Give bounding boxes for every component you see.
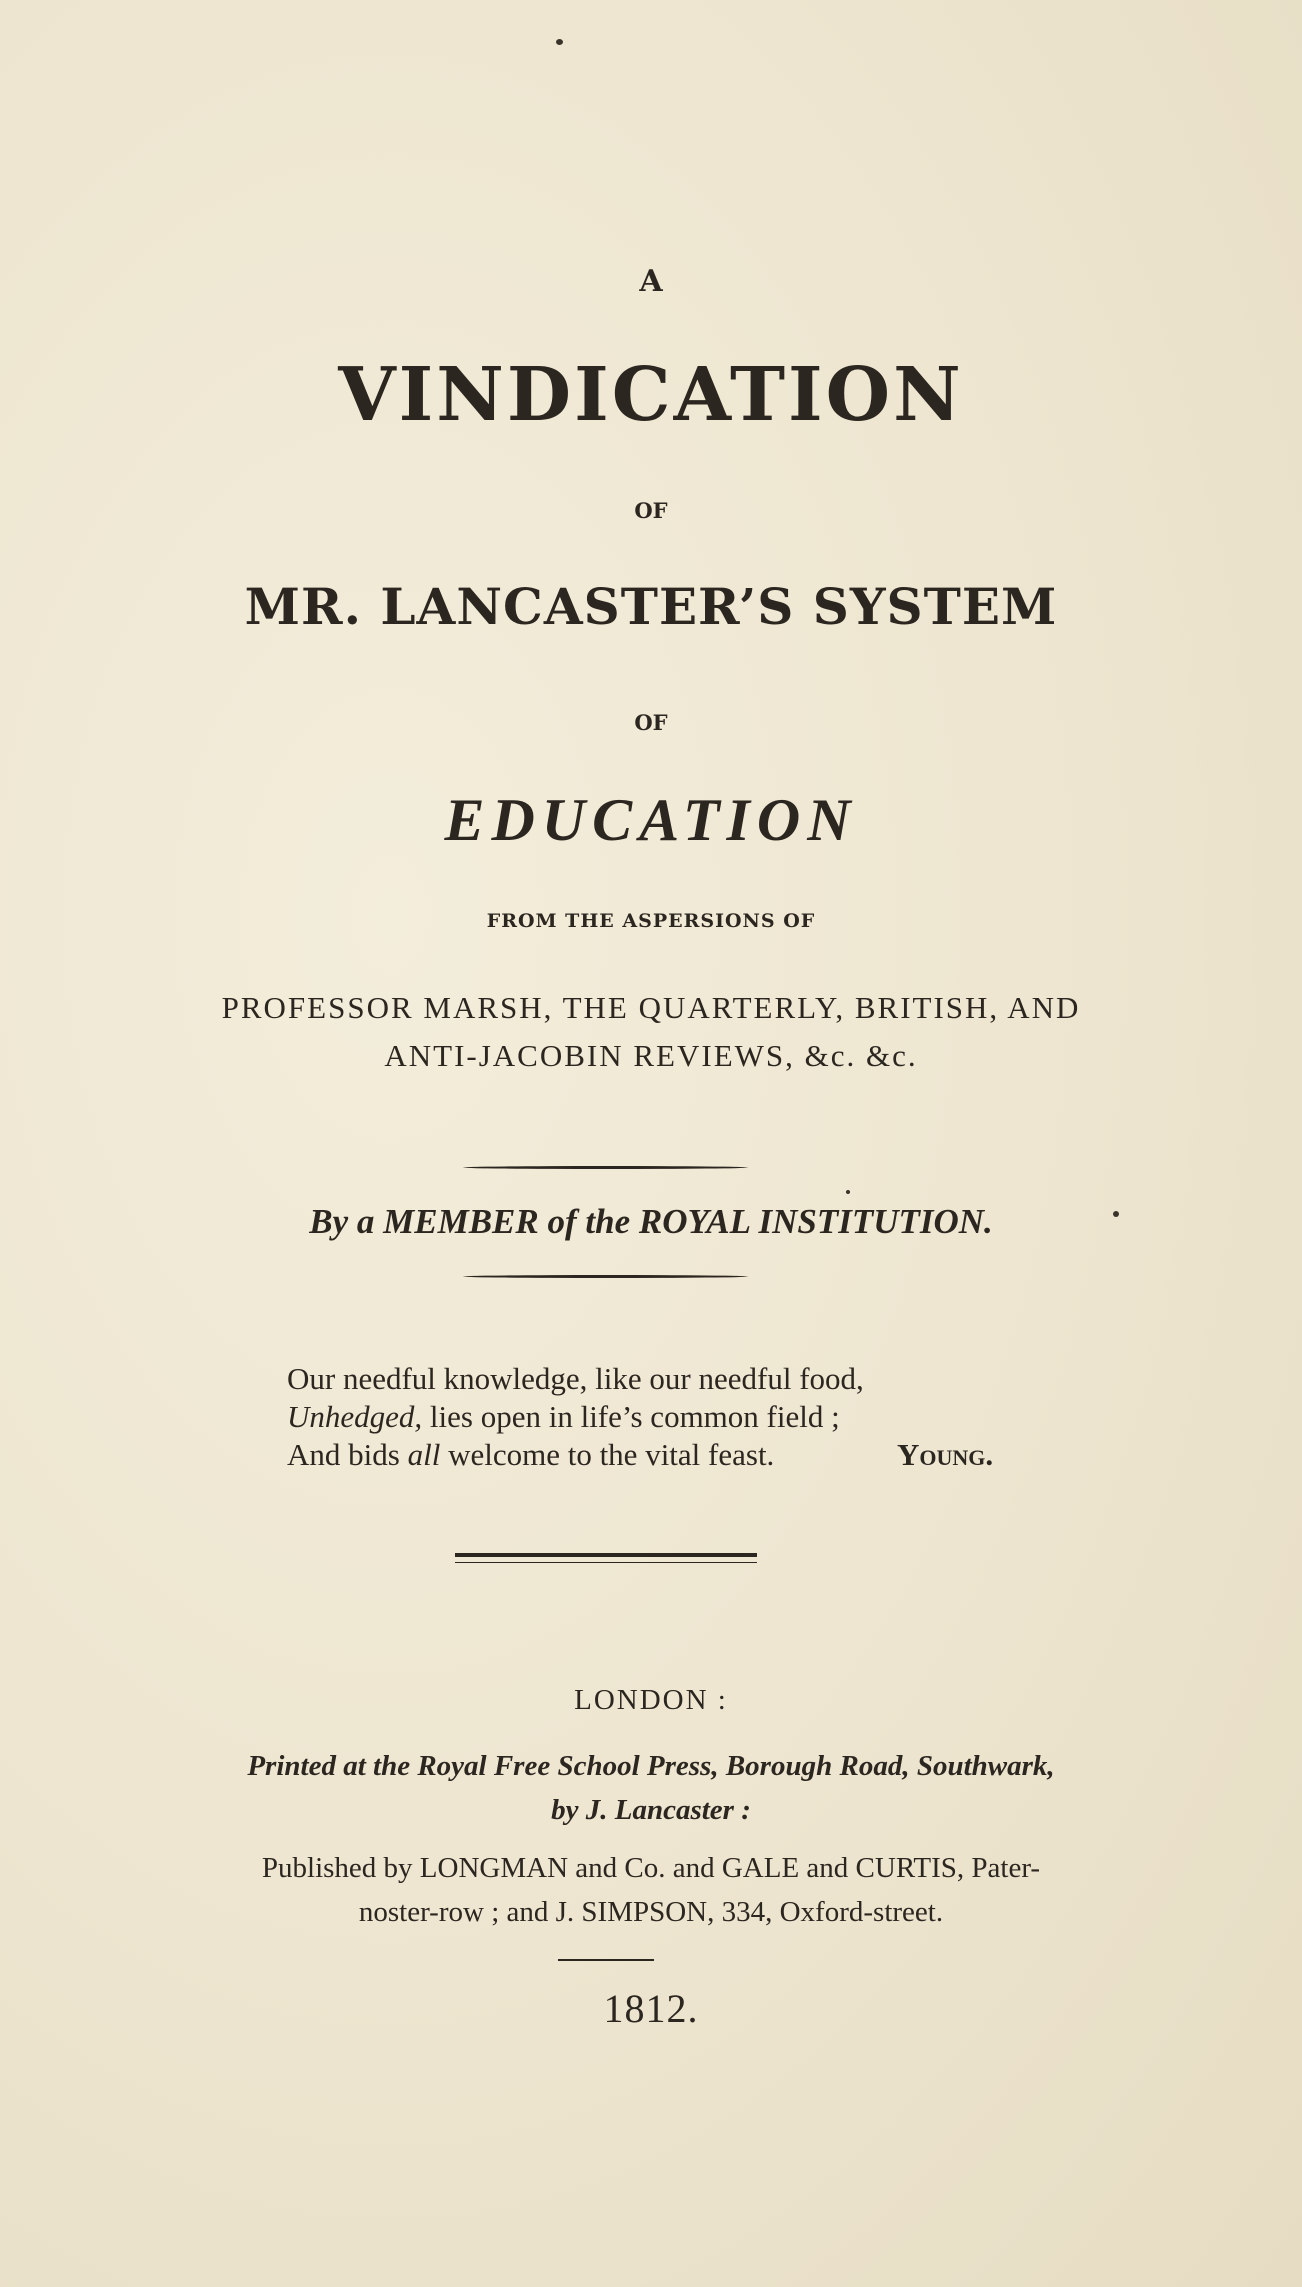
double-rule xyxy=(455,1562,757,1563)
title-of-1: OF xyxy=(634,498,668,523)
from-line: FROM THE ASPERSIONS OF xyxy=(486,910,816,932)
epigraph-line-2 xyxy=(287,1398,1027,1436)
author-member: MEMBER xyxy=(383,1202,539,1241)
epigraph-text: lies open in life’s common field ; xyxy=(422,1399,840,1434)
ornamental-rule xyxy=(463,1166,748,1169)
imprint-published-2: noster-row ; and J. SIMPSON, 334, Oxford-street. xyxy=(358,1896,944,1928)
title-of-2: OF xyxy=(634,710,668,735)
title-line-3: EDUCATION xyxy=(444,787,858,853)
author-by-a: By a xyxy=(309,1202,375,1241)
imprint-printed-2: by J. Lancaster : xyxy=(551,1794,751,1826)
epigraph-line-3 xyxy=(287,1436,1027,1474)
double-rule xyxy=(455,1553,757,1557)
targets-line-2: ANTI-JACOBIN REVIEWS, &c. &c. xyxy=(384,1038,918,1073)
imprint-published-1: Published by LONGMAN and Co. and GALE and CURTIS, Pater- xyxy=(261,1852,1041,1884)
author-institution: ROYAL INSTITUTION. xyxy=(638,1202,993,1241)
title-article: A xyxy=(639,264,663,299)
epigraph-attribution: Young. xyxy=(897,1437,994,1472)
epigraph-emphasis: all xyxy=(407,1437,441,1472)
short-rule xyxy=(558,1959,654,1961)
foxing-spot xyxy=(556,39,563,45)
imprint-printed-1: Printed at the Royal Free School Press, Borough Road, Southwark, xyxy=(247,1750,1055,1782)
epigraph-line-1: Our needful knowledge, like our needful food, xyxy=(287,1361,864,1396)
imprint-city: LONDON : xyxy=(574,1684,728,1716)
ornamental-rule xyxy=(463,1275,748,1278)
targets-line-1: PROFESSOR MARSH, THE QUARTERLY, BRITISH, AND xyxy=(221,990,1081,1025)
title-main: VINDICATION xyxy=(338,352,964,438)
imprint-year: 1812. xyxy=(603,1986,699,2031)
epigraph-emphasis: Unhedged, xyxy=(287,1399,423,1434)
epigraph-text: welcome to the vital feast. xyxy=(440,1437,775,1472)
title-line-2: MR. LANCASTER’S SYSTEM xyxy=(244,577,1058,636)
author-of-the: of the xyxy=(547,1202,631,1241)
epigraph-text: And bids xyxy=(287,1437,408,1472)
author-line xyxy=(0,1202,1302,1242)
foxing-spot xyxy=(846,1190,850,1194)
epigraph xyxy=(287,1360,1027,1474)
foxing-spot xyxy=(1113,1211,1119,1217)
